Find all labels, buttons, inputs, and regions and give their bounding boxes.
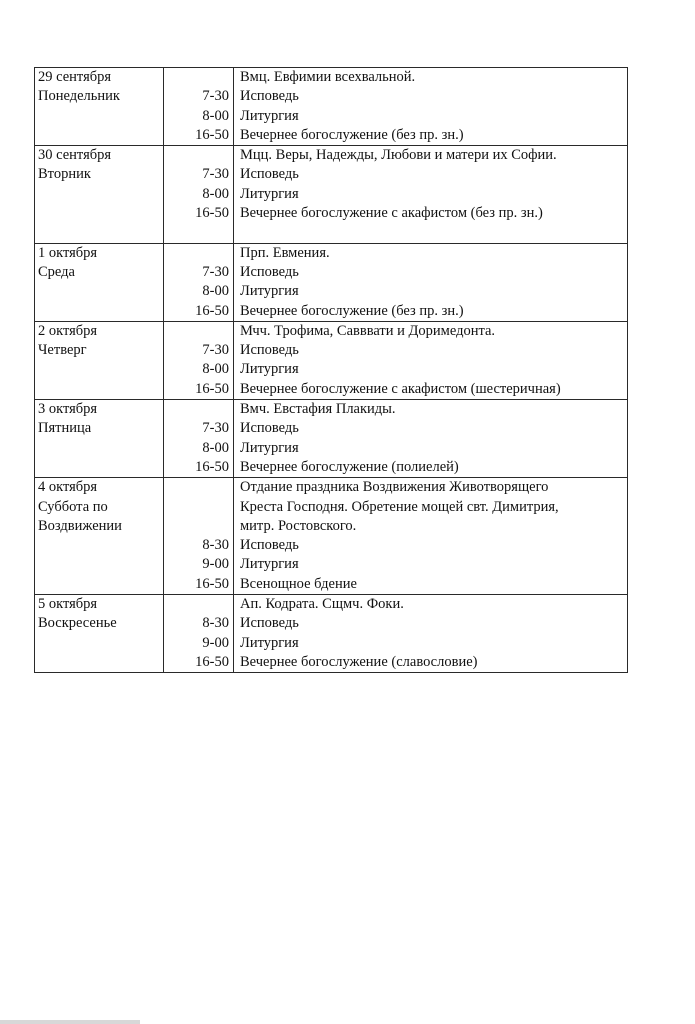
service-time: 8-00 bbox=[202, 283, 229, 300]
time-spacer bbox=[164, 68, 229, 87]
service-cell bbox=[234, 400, 628, 478]
schedule-body bbox=[35, 68, 628, 673]
service-time: 7-30 bbox=[202, 420, 229, 437]
service-name: Исповедь bbox=[240, 88, 299, 105]
day-cell bbox=[35, 68, 164, 146]
day-date: 30 сентября bbox=[38, 147, 112, 164]
service-time: 7-30 bbox=[202, 263, 229, 280]
service-name: Литургия bbox=[240, 361, 299, 378]
feast-line: Креста Господня. Обретение мощей свт. Димитрия, bbox=[240, 498, 559, 515]
feast-line: Ап. Кодрата. Сщмч. Фоки. bbox=[240, 596, 404, 613]
service-cell bbox=[234, 243, 628, 321]
service-time: 7-30 bbox=[202, 88, 229, 105]
service-name: Литургия bbox=[240, 185, 299, 202]
day-cell bbox=[35, 146, 164, 243]
time-spacer bbox=[164, 478, 229, 497]
day-row bbox=[35, 400, 628, 478]
service-name: Литургия bbox=[240, 556, 299, 573]
service-schedule-table bbox=[34, 67, 628, 673]
day-weekday: Суббота по bbox=[38, 498, 108, 515]
service-name: Вечернее богослужение (славословие) bbox=[240, 653, 478, 670]
service-name: Вечернее богослужение (без пр. зн.) bbox=[240, 126, 464, 143]
time-cell bbox=[164, 146, 234, 243]
day-cell bbox=[35, 595, 164, 673]
time-spacer bbox=[164, 322, 229, 341]
service-time: 16-50 bbox=[195, 380, 229, 397]
day-weekday-cont: Воздвижении bbox=[38, 517, 122, 534]
service-cell bbox=[234, 68, 628, 146]
service-time: 16-50 bbox=[195, 302, 229, 319]
feast-line: Мчч. Трофима, Савввати и Доримедонта. bbox=[240, 322, 496, 339]
day-row bbox=[35, 243, 628, 321]
day-weekday: Воскресенье bbox=[38, 615, 117, 632]
day-cell bbox=[35, 478, 164, 595]
day-weekday: Понедельник bbox=[38, 88, 120, 105]
service-time: 7-30 bbox=[202, 166, 229, 183]
service-time: 8-00 bbox=[202, 107, 229, 124]
service-name: Исповедь bbox=[240, 263, 299, 280]
day-row bbox=[35, 146, 628, 243]
day-cell bbox=[35, 243, 164, 321]
day-date: 4 октября bbox=[38, 479, 98, 496]
service-cell bbox=[234, 595, 628, 673]
day-weekday: Среда bbox=[38, 263, 75, 280]
day-date: 1 октября bbox=[38, 244, 98, 261]
row-spacer bbox=[240, 223, 627, 242]
service-time: 8-00 bbox=[202, 185, 229, 202]
day-cell bbox=[35, 321, 164, 399]
service-time: 7-30 bbox=[202, 342, 229, 359]
service-time: 9-00 bbox=[202, 634, 229, 651]
time-cell bbox=[164, 321, 234, 399]
feast-line: митр. Ростовского. bbox=[240, 517, 357, 534]
feast-line: Мцц. Веры, Надежды, Любови и матери их Софии. bbox=[240, 147, 557, 164]
time-spacer bbox=[164, 498, 229, 517]
time-spacer bbox=[164, 595, 229, 614]
time-spacer bbox=[164, 400, 229, 419]
time-spacer bbox=[164, 517, 229, 536]
service-time: 16-50 bbox=[195, 575, 229, 592]
day-row bbox=[35, 478, 628, 595]
time-cell bbox=[164, 68, 234, 146]
service-name: Исповедь bbox=[240, 420, 299, 437]
time-cell bbox=[164, 400, 234, 478]
service-name: Исповедь bbox=[240, 342, 299, 359]
service-name: Литургия bbox=[240, 439, 299, 456]
time-spacer bbox=[164, 244, 229, 263]
service-cell bbox=[234, 321, 628, 399]
service-name: Литургия bbox=[240, 283, 299, 300]
scan-edge-mark bbox=[0, 1020, 140, 1024]
service-time: 16-50 bbox=[195, 205, 229, 222]
service-time: 8-30 bbox=[202, 615, 229, 632]
day-weekday: Вторник bbox=[38, 166, 91, 183]
service-time: 16-50 bbox=[195, 653, 229, 670]
day-date: 29 сентября bbox=[38, 69, 112, 85]
time-cell bbox=[164, 478, 234, 595]
service-cell bbox=[234, 146, 628, 243]
day-cell bbox=[35, 400, 164, 478]
service-name: Вечернее богослужение с акафистом (шестеричная) bbox=[240, 380, 561, 397]
day-row bbox=[35, 68, 628, 146]
feast-line: Вмц. Евфимии всехвальной. bbox=[240, 69, 416, 85]
service-name: Литургия bbox=[240, 634, 299, 651]
day-date: 5 октября bbox=[38, 596, 98, 613]
service-name: Исповедь bbox=[240, 615, 299, 632]
time-spacer bbox=[164, 146, 229, 165]
day-weekday: Пятница bbox=[38, 420, 92, 437]
service-name: Исповедь bbox=[240, 537, 299, 554]
service-name: Вечернее богослужение (без пр. зн.) bbox=[240, 302, 464, 319]
service-cell bbox=[234, 478, 628, 595]
service-name: Всенощное бдение bbox=[240, 575, 357, 592]
day-date: 3 октября bbox=[38, 401, 98, 418]
time-cell bbox=[164, 243, 234, 321]
service-name: Вечернее богослужение с акафистом (без пр. зн.) bbox=[240, 205, 543, 222]
time-cell bbox=[164, 595, 234, 673]
service-time: 9-00 bbox=[202, 556, 229, 573]
day-row bbox=[35, 321, 628, 399]
service-name: Исповедь bbox=[240, 166, 299, 183]
service-name: Вечернее богослужение (полиелей) bbox=[240, 458, 459, 475]
day-date: 2 октября bbox=[38, 322, 98, 339]
service-time: 8-30 bbox=[202, 537, 229, 554]
day-weekday: Четверг bbox=[38, 342, 87, 359]
service-time: 8-00 bbox=[202, 439, 229, 456]
service-time: 16-50 bbox=[195, 126, 229, 143]
service-name: Литургия bbox=[240, 107, 299, 124]
feast-line: Вмч. Евстафия Плакиды. bbox=[240, 401, 396, 418]
service-time: 16-50 bbox=[195, 458, 229, 475]
day-row bbox=[35, 595, 628, 673]
feast-line: Прп. Евмения. bbox=[240, 244, 330, 261]
service-time: 8-00 bbox=[202, 361, 229, 378]
feast-line: Отдание праздника Воздвижения Животворящего bbox=[240, 479, 549, 496]
